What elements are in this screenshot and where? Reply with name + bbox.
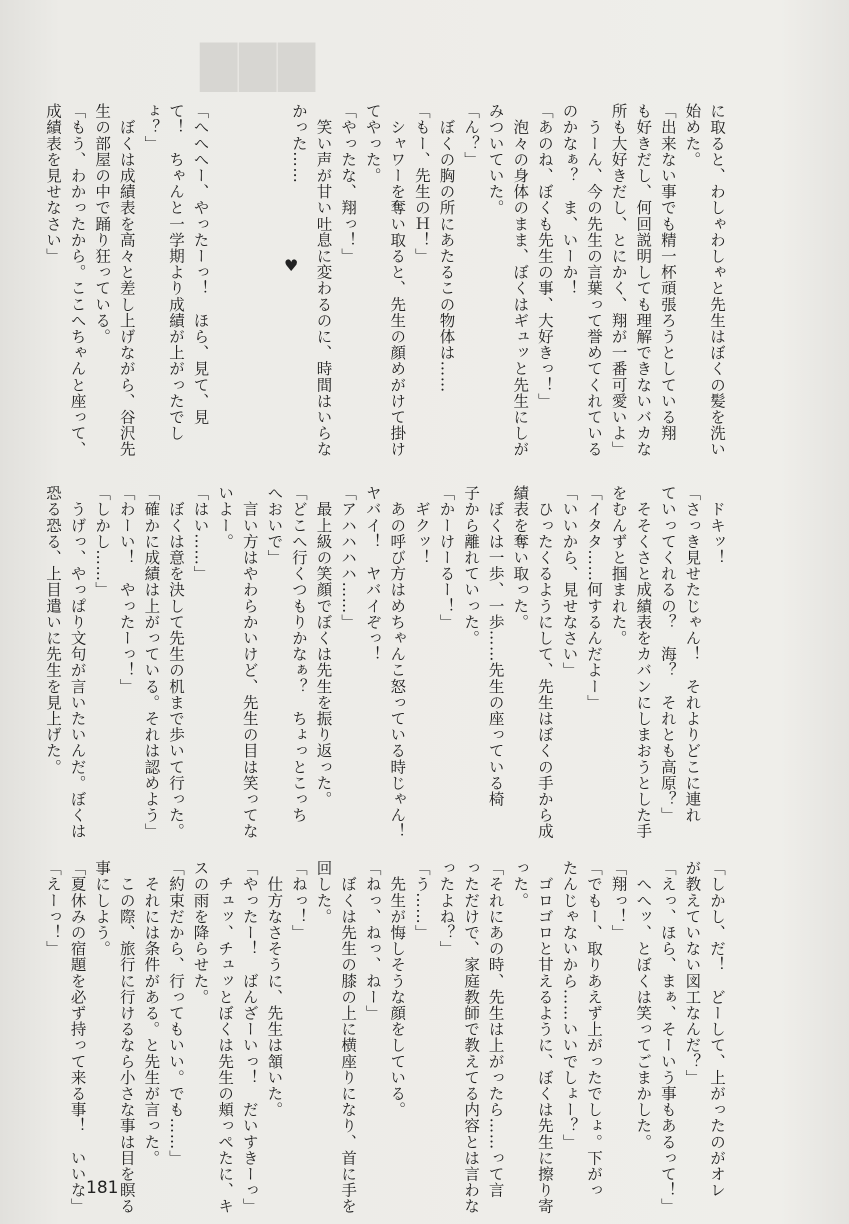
text-line: 「どこへ行くつもりかなぁ？ ちょっとこっち bbox=[289, 485, 308, 824]
text-line: かった…… bbox=[289, 103, 308, 184]
text-line: 「もー、先生のＨ！」 bbox=[412, 103, 431, 264]
text-line: それには条件がある。と先生が言った。 bbox=[142, 860, 161, 1166]
text-line: 「やったな、翔っ！」 bbox=[339, 103, 358, 264]
text-line: たんじゃないから……いいでしょー？」 bbox=[560, 860, 579, 1150]
text-line: 事にしよう。 bbox=[93, 860, 112, 957]
text-line: 「かーけーるー！」 bbox=[437, 485, 456, 630]
text-line: あの呼び方はめちゃんこ怒っている時じゃん！ bbox=[388, 485, 407, 840]
text-line: 仕方なさそうに、先生は頷いた。 bbox=[265, 860, 284, 1118]
text-line: 「やったー！ ばんざーいっ！ だいすきーっ」 bbox=[240, 860, 259, 1215]
text-line: て！ ちゃんと一学期より成績が上がったでし bbox=[166, 103, 185, 442]
text-line: 「夏休みの宿題を必ず持って来る事！ いいな」 bbox=[68, 860, 87, 1215]
text-line: に取ると、わしゃわしゃと先生はぼくの髪を洗い bbox=[708, 103, 726, 458]
text-line: 「さっき見せたじゃん！ それよりどこに連れ bbox=[683, 485, 702, 824]
show-through-header: ▇▇▇ bbox=[198, 36, 315, 92]
text-line: うーん、今の先生の言葉って誉めてくれている bbox=[585, 103, 604, 458]
text-line: 「いいから、見せなさい」 bbox=[560, 485, 579, 679]
text-line: てやった。 bbox=[363, 103, 382, 184]
heart-separator-icon: ♥ bbox=[284, 256, 299, 275]
text-line: この際、旅行に行けるなら小さな事は目を瞑る bbox=[117, 860, 136, 1215]
text-line: ゴロゴロと甘えるように、ぼくは先生に擦り寄 bbox=[535, 860, 554, 1215]
text-line: 「ねっ！」 bbox=[289, 860, 308, 941]
text-line: 恐る恐る、上目遣いに先生を見上げた。 bbox=[43, 485, 62, 775]
text-line: 笑い声が甘い吐息に変わるのに、時間はいらな bbox=[314, 103, 333, 458]
text-line: 「出来ない事でも精一杯頑張ろうとしている翔 bbox=[658, 103, 677, 442]
text-line bbox=[262, 103, 287, 453]
text-line: 「わーい！ やったーっ！」 bbox=[117, 485, 136, 695]
text-line: ていってくれるの？ 海？ それとも高原？」 bbox=[658, 485, 677, 824]
text-line: 「翔っ！」 bbox=[609, 860, 628, 941]
text-line: 生の部屋の中で踊り狂っている。 bbox=[93, 103, 112, 345]
text-line: 泡々の身体のまま、ぼくはギュッと先生にしが bbox=[511, 103, 530, 458]
text-line bbox=[213, 103, 238, 453]
text-line: 「イタタ……何するんだよー」 bbox=[585, 485, 604, 711]
text-line: のかなぁ？ ま、いーか！ bbox=[560, 103, 579, 297]
text-line: ぼくは一歩、一歩……先生の座っている椅 bbox=[486, 485, 505, 807]
text-line: をむんずと掴まれた。 bbox=[609, 485, 628, 646]
text-line: 言い方はやわらかいけど、先生の目は笑ってな bbox=[240, 485, 259, 840]
text-line: 績表を奪い取った。 bbox=[511, 485, 530, 630]
text-line: ヤバイ！ ヤバイぞっ！ bbox=[363, 485, 382, 663]
text-block-bottom bbox=[40, 860, 729, 1215]
text-line: ぼくは成績表を高々と差し上げながら、谷沢先 bbox=[117, 103, 136, 458]
text-line: ぼくの胸の所にあたるこの物体は…… bbox=[437, 103, 456, 393]
text-line: が教えていない図工なんだ？」 bbox=[683, 860, 702, 1086]
text-line: 「確かに成績は上がっている。それは認めよう」 bbox=[142, 485, 161, 840]
text-line: 「もう、わかったから。ここへちゃんと座って、 bbox=[68, 103, 87, 458]
text-line bbox=[237, 103, 262, 453]
text-line: 「えっ、ほら、まぁ、そーいう事もあるって！」 bbox=[658, 860, 677, 1215]
text-line: シャワーを奪い取ると、先生の顔めがけて掛け bbox=[388, 103, 407, 458]
text-line: 最上級の笑顔でぼくは先生を振り返った。 bbox=[314, 485, 333, 807]
text-line: みついていた。 bbox=[486, 103, 505, 216]
text-line: ひったくるようにして、先生はぼくの手から成 bbox=[535, 485, 554, 840]
text-line: 「はい……」 bbox=[191, 485, 210, 582]
text-line: 「へへへー、やったーっ！ ほら、見て、見 bbox=[191, 103, 210, 425]
text-line: 「う……」 bbox=[412, 860, 431, 941]
text-line: ぼくは意を決して先生の机まで歩いて行った。 bbox=[166, 485, 185, 840]
text-block-top bbox=[40, 103, 729, 458]
text-line: 「しかし……」 bbox=[93, 485, 112, 598]
text-line: 「しかし、だ！ どーして、上がったのがオレ bbox=[708, 860, 726, 1199]
text-line: いよー。 bbox=[216, 485, 235, 550]
text-line: スの雨を降らせた。 bbox=[191, 860, 210, 1005]
text-line: チュッ、チュッとぼくは先生の頬っぺたに、キ bbox=[216, 860, 235, 1215]
text-line: ったよね？」 bbox=[437, 860, 456, 957]
text-line: ギクッ！ bbox=[412, 485, 431, 566]
text-line: 「ねっ、ねっ、ねー」 bbox=[363, 860, 382, 1021]
text-line: 「それにあの時、先生は上がったら……って言 bbox=[486, 860, 505, 1199]
text-line: 「ん？」 bbox=[462, 103, 481, 168]
text-line: った。 bbox=[511, 860, 530, 909]
text-line: 「約束だから、行ってもいい。でも……」 bbox=[166, 860, 185, 1166]
text-line: 「アハハハハ……」 bbox=[339, 485, 358, 630]
text-line: っただけで、家庭教師で教えてる内容とは言わな bbox=[462, 860, 481, 1215]
text-line: 回した。 bbox=[314, 860, 333, 925]
text-line: ドキッ！ bbox=[708, 485, 726, 566]
text-line: へへッ、とぼくは笑ってごまかした。 bbox=[634, 860, 653, 1150]
text-line: 所も大好きだし、とにかく、翔が一番可愛いよ」 bbox=[609, 103, 628, 458]
text-line: そそくさと成績表をカバンにしまおうとした手 bbox=[634, 485, 653, 840]
text-line: ょ？」 bbox=[142, 103, 161, 152]
text-line: へおいで」 bbox=[265, 485, 284, 566]
text-line: も好きだし、何回説明しても理解できないバカな bbox=[634, 103, 653, 458]
text-line: 子から離れていった。 bbox=[462, 485, 481, 646]
text-line: ぼくは先生の膝の上に横座りになり、首に手を bbox=[339, 860, 358, 1215]
text-line: うげっ、やっぱり文句が言いたいんだ。ぼくは bbox=[68, 485, 87, 840]
text-line: 「でもー、取りあえず上がったでしょ。下がっ bbox=[585, 860, 604, 1199]
text-block-middle bbox=[40, 485, 729, 840]
text-line: 成績表を見せなさい」 bbox=[43, 103, 62, 264]
page-number: 181 bbox=[86, 1178, 119, 1198]
text-line: 「あのね、ぼくも先生の事、大好きっ！」 bbox=[535, 103, 554, 409]
text-line: 先生が悔しそうな顔をしている。 bbox=[388, 860, 407, 1118]
text-line: 始めた。 bbox=[683, 103, 702, 168]
text-line: 「えーっ！」 bbox=[43, 860, 62, 957]
